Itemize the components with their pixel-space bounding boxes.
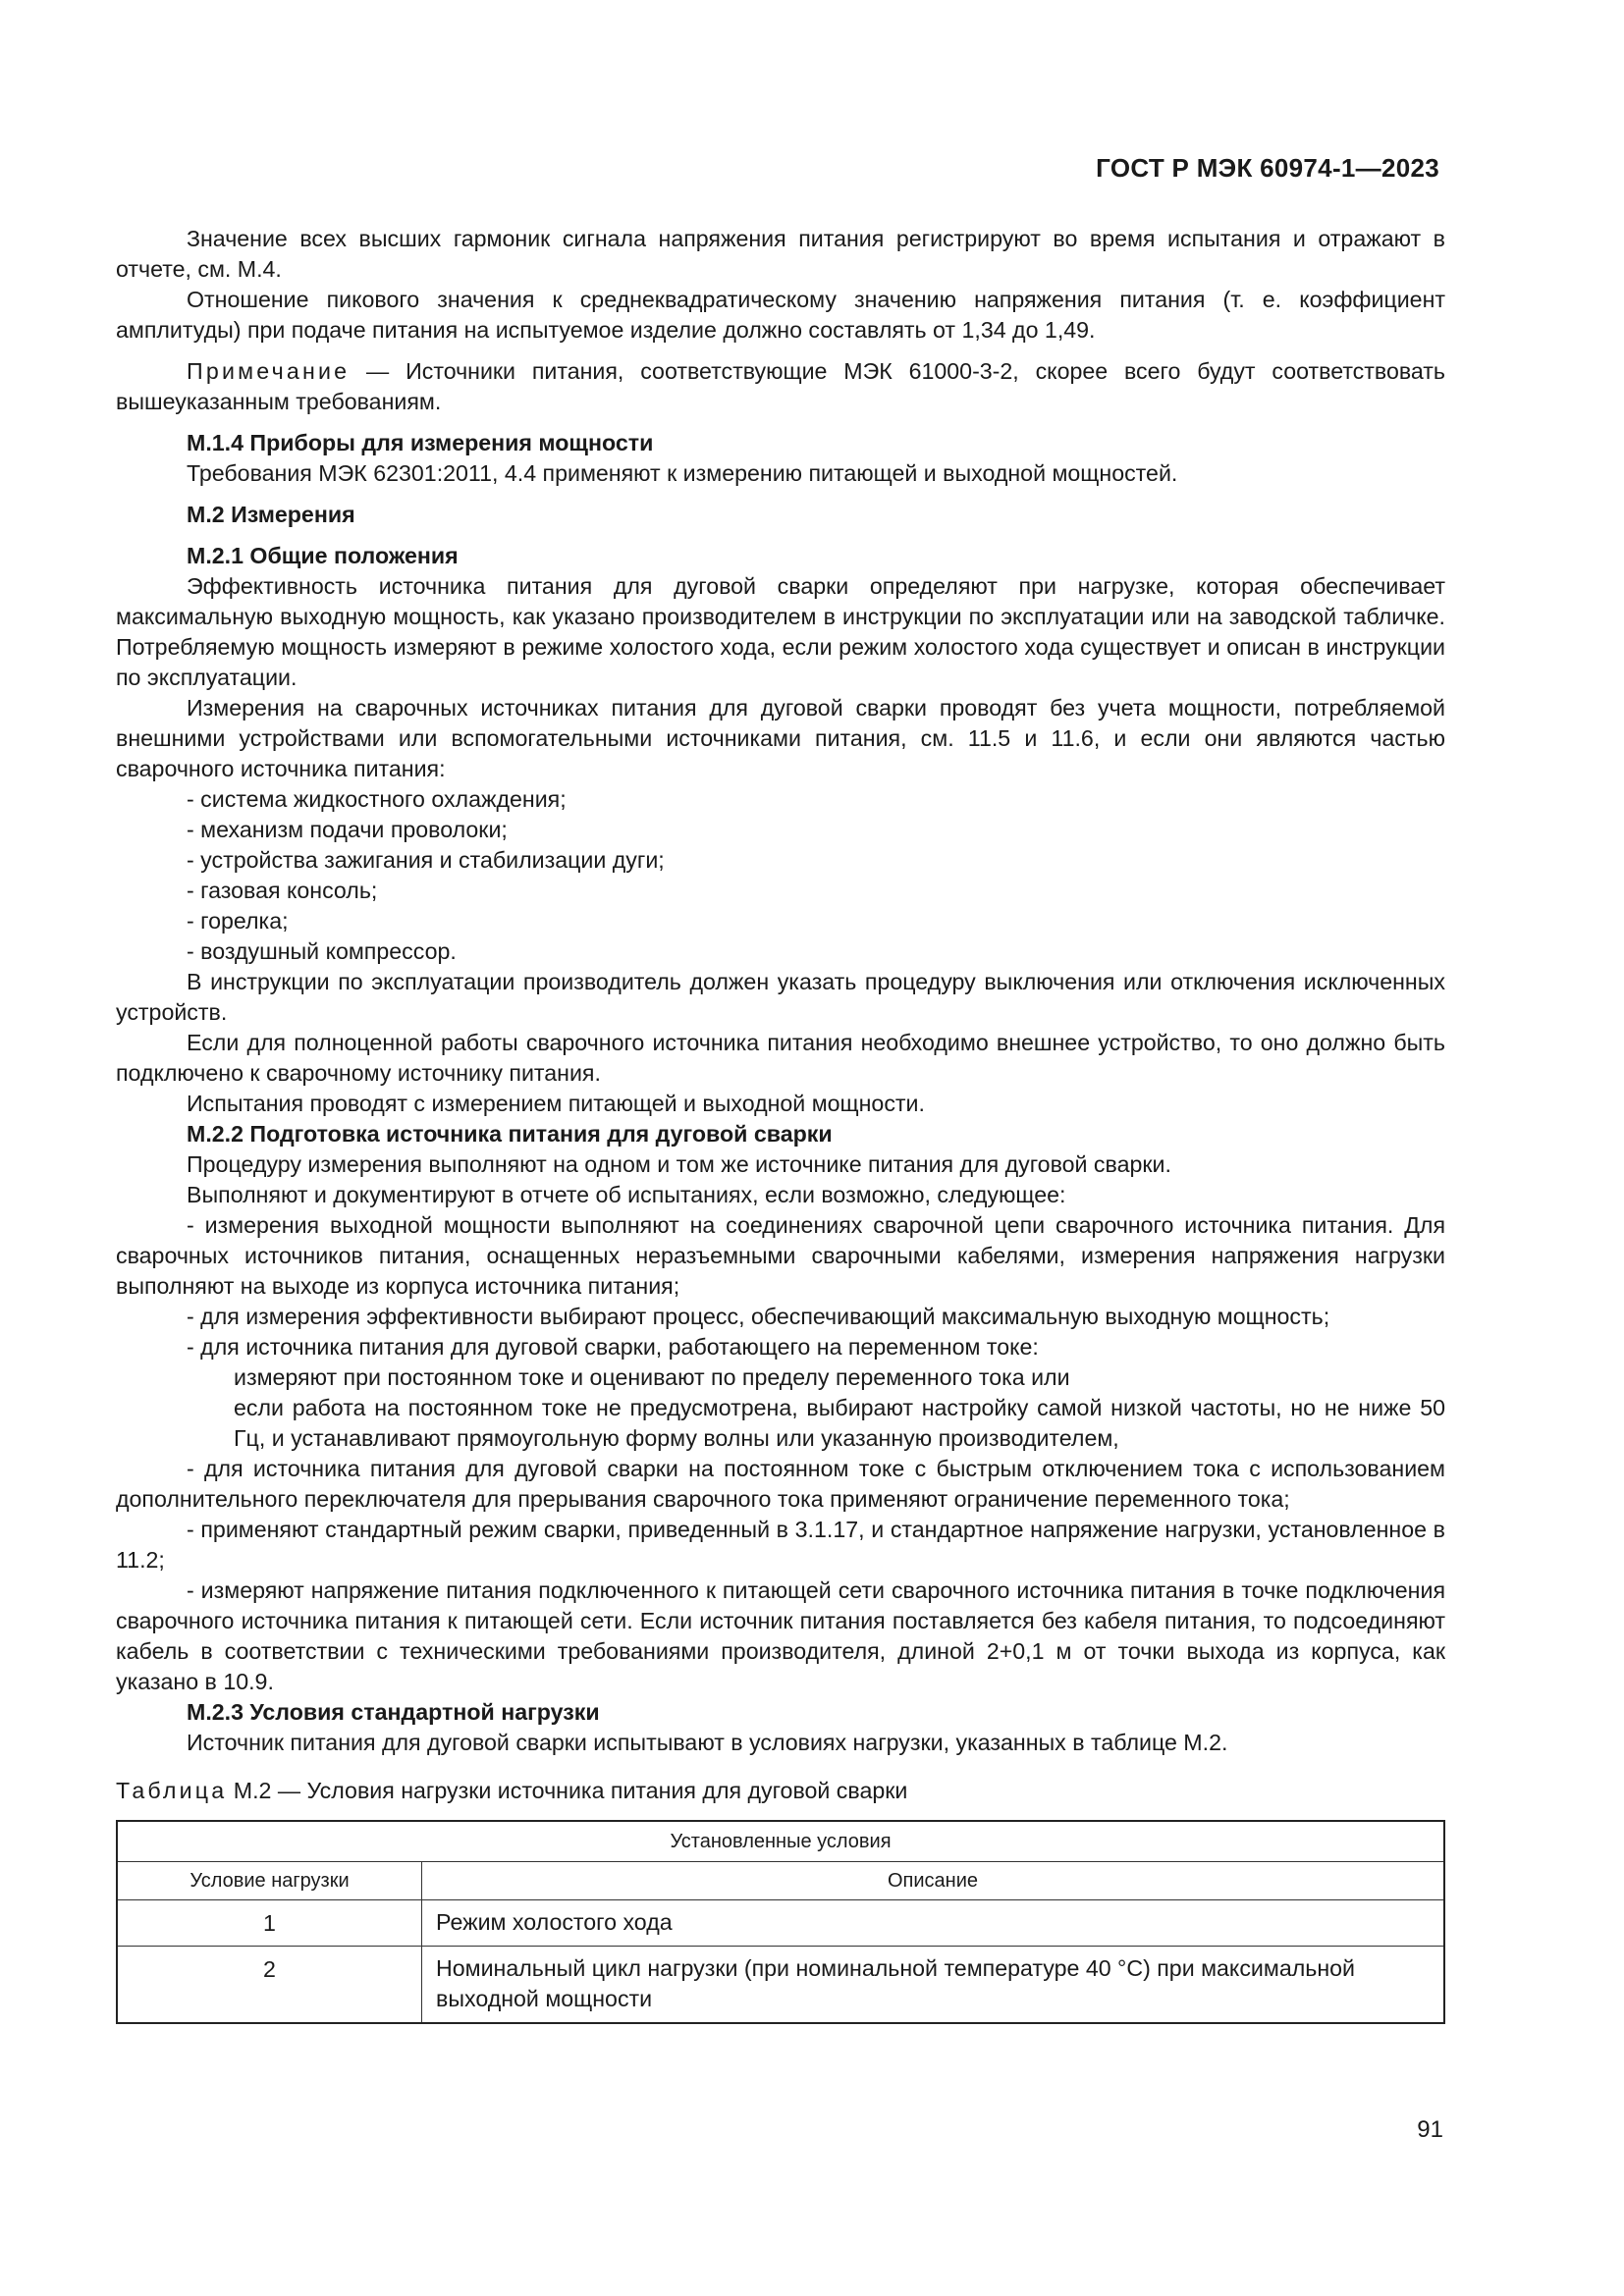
- list-item: - устройства зажигания и стабилизации дуги;: [187, 847, 665, 873]
- page-number: 91: [1417, 2116, 1443, 2143]
- list-item: - для источника питания для дуговой сварки, работающего на переменном токе:: [187, 1334, 1039, 1360]
- list-item: - горелка;: [187, 908, 289, 934]
- heading-m-1-4: М.1.4 Приборы для измерения мощности: [187, 430, 654, 455]
- paragraph-documented: Выполняют и документируют в отчете об испытаниях, если возможно, следующее:: [187, 1182, 1066, 1207]
- table-caption-text: М.2 — Условия нагрузки источника питания для дуговой сварки: [227, 1778, 908, 1803]
- document-body: [116, 224, 1445, 2024]
- heading-m-2-3: М.2.3 Условия стандартной нагрузки: [187, 1699, 600, 1725]
- table-header-description: Описание: [422, 1862, 1445, 1900]
- table-header-condition: Условие нагрузки: [117, 1862, 422, 1900]
- list-item: - измерения выходной мощности выполняют на соединениях сварочной цепи сварочного источника питания. Для сварочных источников питания, оснащенных неразъемными сварочными кабелями, измерения напряжения нагрузки выполняют на выходе из корпуса источника питания;: [116, 1212, 1445, 1299]
- list-item: - измеряют напряжение питания подключенного к питающей сети сварочного источника питания в точке подключения сварочного источника питания к питающей сети. Если источник питания поставляется без кабеля питания, то подсоединяют кабель в соответствии с техническими требованиями производителя, длиной 2+0,1 м от точки выхода из корпуса, как указано в 10.9.: [116, 1577, 1445, 1694]
- paragraph-manual-procedure: В инструкции по эксплуатации производитель должен указать процедуру выключения или отключения исключенных устройств.: [116, 969, 1445, 1025]
- list-item: - для источника питания для дуговой сварки на постоянном токе с быстрым отключением тока с использованием дополнительного переключателя для прерывания сварочного тока применяют ограничение переменного тока;: [116, 1456, 1445, 1512]
- heading-m-2-1: М.2.1 Общие положения: [187, 543, 459, 568]
- sub-list-item: измеряют при постоянном токе и оценивают по пределу переменного тока или: [234, 1364, 1070, 1390]
- document-code-header: ГОСТ Р МЭК 60974-1—2023: [1096, 153, 1439, 183]
- table-cell-condition: 1: [117, 1900, 422, 1947]
- list-item: - механизм подачи проволоки;: [187, 817, 508, 842]
- table-row: [117, 1947, 1444, 2024]
- list-item: - система жидкостного охлаждения;: [187, 786, 567, 812]
- paragraph-crest-factor: Отношение пикового значения к среднеквадратическому значению напряжения питания (т. е. коэффициент амплитуды) при подаче питания на испытуемое изделие должно составлять от 1,34 до 1,49.: [116, 287, 1445, 343]
- paragraph-procedure: Процедуру измерения выполняют на одном и том же источнике питания для дуговой сварки.: [187, 1151, 1171, 1177]
- list-item: - воздушный компрессор.: [187, 938, 457, 964]
- paragraph-measurements: Измерения на сварочных источниках питания для дуговой сварки проводят без учета мощности, потребляемой внешними устройствами или вспомогательными источниками питания, см. 11.5 и 11.6, и если они являются частью сварочного источника питания:: [116, 695, 1445, 781]
- note-label: Примечание: [187, 358, 351, 384]
- table-cell-condition: 2: [117, 1947, 422, 2024]
- list-item: - газовая консоль;: [187, 878, 378, 903]
- paragraph-tests: Испытания проводят с измерением питающей и выходной мощности.: [187, 1091, 925, 1116]
- heading-m-2: М.2 Измерения: [187, 502, 355, 527]
- paragraph-m-1-4: Требования МЭК 62301:2011, 4.4 применяют к измерению питающей и выходной мощностей.: [187, 460, 1178, 486]
- paragraph-efficiency: Эффективность источника питания для дуговой сварки определяют при нагрузке, которая обеспечивает максимальную выходную мощность, как указано производителем в инструкции по эксплуатации или на заводской табличке. Потребляемую мощность измеряют в режиме холостого хода, если режим холостого хода существует и описан в инструкции по эксплуатации.: [116, 573, 1445, 690]
- note-text: — Источники питания, соответствующие МЭК 61000-3-2, скорее всего будут соответствовать вышеуказанным требованиям.: [116, 358, 1445, 414]
- table-group-header: Установленные условия: [117, 1821, 1444, 1862]
- paragraph-load-conditions: Источник питания для дуговой сварки испытывают в условиях нагрузки, указанных в таблице М.2.: [187, 1730, 1228, 1755]
- load-conditions-table: [116, 1820, 1445, 2024]
- paragraph-external-device: Если для полноценной работы сварочного источника питания необходимо внешнее устройство, то оно должно быть подключено к сварочному источнику питания.: [116, 1030, 1445, 1086]
- note: [116, 356, 1445, 417]
- paragraph-harmonics: Значение всех высших гармоник сигнала напряжения питания регистрируют во время испытания и отражают в отчете, см. М.4.: [116, 226, 1445, 282]
- table-cell-description: Режим холостого хода: [422, 1900, 1445, 1947]
- heading-m-2-2: М.2.2 Подготовка источника питания для дуговой сварки: [187, 1121, 833, 1147]
- list-item: - применяют стандартный режим сварки, приведенный в 3.1.17, и стандартное напряжение нагрузки, установленное в 11.2;: [116, 1517, 1445, 1573]
- sub-list-item: если работа на постоянном токе не предусмотрена, выбирают настройку самой низкой частоты, но не ниже 50 Гц, и устанавливают прямоугольную форму волны или указанную производителем,: [234, 1395, 1445, 1451]
- table-caption: [116, 1776, 1445, 1806]
- list-item: - для измерения эффективности выбирают процесс, обеспечивающий максимальную выходную мощность;: [187, 1304, 1330, 1329]
- table-cell-description: Номинальный цикл нагрузки (при номинальной температуре 40 °C) при максимальной выходной мощности: [422, 1947, 1445, 2024]
- table-caption-label: Таблица: [116, 1778, 228, 1803]
- table-row: [117, 1900, 1444, 1947]
